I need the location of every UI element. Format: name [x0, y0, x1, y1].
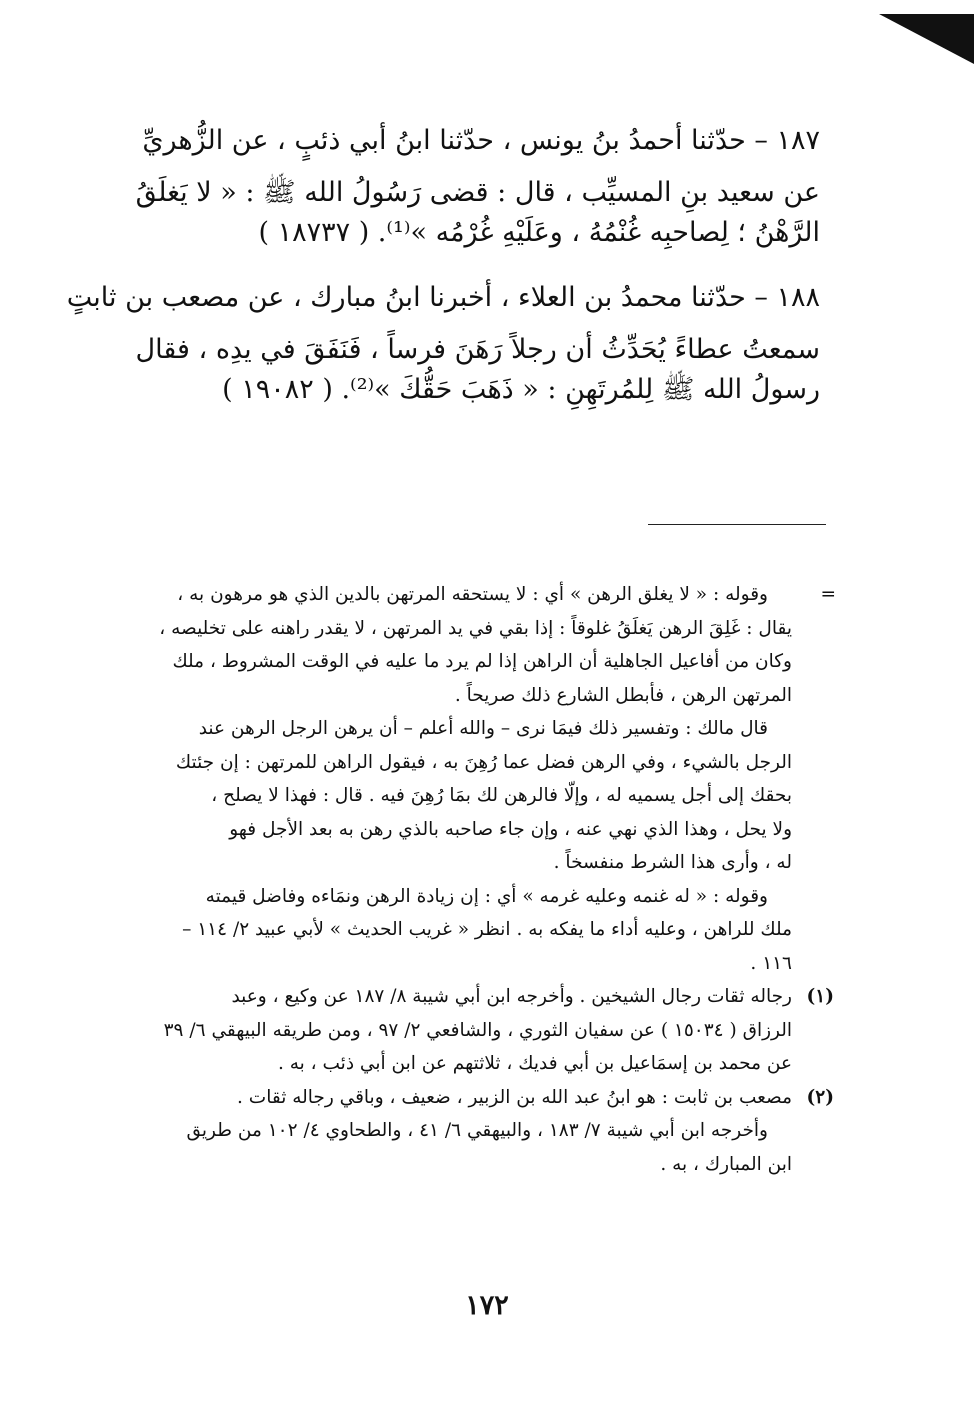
hadith-line: ١٨٨ – حدّثنا محمدُ بن العلاء ، أخبرنا ابنُ مبارك ، عن مصعب بن ثابتٍ — [66, 282, 820, 313]
corner-tab-mark — [879, 14, 974, 64]
note-text: مصعب بن ثابت : هو ابنُ عبد الله بن الزبير ، ضعيف ، وباقي رجاله ثقات . — [237, 1086, 792, 1108]
note-line: ملك للراهن ، وعليه أداء ما يفكه به . انظر « غريب الحديث » لأبي عبيد ٢/ ١١٤ – — [182, 919, 792, 940]
note-line: الرزاق ( ١٥٠٣٤ ) عن سفيان الثوري ، والشافعي ٢/ ٩٧ ، ومن طريقه البيهقي ٦/ ٣٩ — [163, 1019, 792, 1041]
hadith-line: رسولُ الله ﷺ لِلمُرتَهِنِ : « ذَهَبَ حَقُّكَ »⁽²⁾. ( ١٩٠٨٢ ) — [222, 374, 820, 405]
footnote-continuation — [118, 578, 836, 980]
note-line: وكان من أفاعيل الجاهلية أن الراهن إذا لم يرد ما عليه في الوقت المشروط ، ملك — [172, 651, 792, 672]
note-line — [118, 578, 836, 612]
footnote-number: (١) — [806, 986, 834, 1007]
note-text: وقوله : « لا يغلق الرهن » أي : لا يستحقه المرتهن بالدين الذي هو مرهون به ، — [177, 584, 768, 605]
note-line: ١١٦ . — [750, 952, 792, 974]
note-line: بحقك إلى أجل يسميه له ، وإلّا فالرهن لك بمَا رُهِنَ فيه . قال : فهذا لا يصلح ، — [211, 785, 792, 806]
hadith-line: سمعتُ عطاءً يُحَدِّثُ أن رجلاً رَهَنَ فرساً ، فَنَفَقَ في يدِه ، فقال — [135, 334, 820, 365]
note-line: يقال : غَلِقَ الرهن يَغلَقُ غلوقاً : إذا بقي في يد المرتهن ، لا يقدر راهنه على تخليصه ، — [159, 617, 792, 639]
hadith-main-text — [66, 118, 820, 410]
note-line: له ، وأرى هذا الشرط منفسخاً . — [553, 852, 792, 873]
hadith-188 — [66, 275, 820, 410]
hadith-line: عن سعيد بنِ المسيِّب ، قال : قضى رَسُولُ الله ﷺ : « لا يَغلَقُ — [135, 177, 820, 208]
page-number: ١٧٢ — [465, 1290, 509, 1321]
footnote-number: (٢) — [806, 1086, 834, 1108]
note-line: قال مالك : وتفسير ذلك فيمَا نرى – والله أعلم – أن يرهن الرجل الرهن عند — [198, 718, 768, 739]
continuation-marker: = — [820, 584, 836, 605]
hadith-187 — [120, 118, 820, 253]
footnote-2 — [118, 1081, 836, 1182]
note-line: الرجل بالشيء ، وفي الرهن فضل عما رُهِنَ به ، فيقول الراهن للمرتهن : إن جئتك — [175, 751, 792, 773]
footnotes-section — [118, 578, 836, 1181]
note-line: وأخرجه ابن أبي شيبة ٧/ ١٨٣ ، والبيهقي ٦/ ٤١ ، والطحاوي ٤/ ١٠٢ من طريق — [186, 1120, 768, 1141]
hadith-line: الرَّهْنُ ؛ لِصاحبِه غُنْمُهُ ، وعَلَيْهِ غُرْمُه »⁽¹⁾. ( ١٨٧٣٧ ) — [258, 217, 820, 248]
note-text: رجاله ثقات رجال الشيخين . وأخرجه ابن أبي شيبة ٨/ ١٨٧ عن وكيع ، وعبد — [231, 986, 792, 1007]
note-line — [118, 980, 836, 1014]
note-line: ولا يحل ، وهذا الذي نهي عنه ، وإن جاء صاحبه بالذي رهن به بعد الأجل فهو — [229, 818, 792, 840]
note-line: عن محمد بن إسمَاعيل بن أبي فديك ، ثلاثتهم عن ابن أبي ذئب ، به . — [277, 1053, 792, 1074]
note-line: المرتهن الرهن ، فأبطل الشارع ذلك صريحاً . — [454, 684, 792, 706]
note-line: وقوله : « له غنمه وعليه غرمه » أي : إن زيادة الرهن ونمَاءه وفاضل قيمته — [205, 885, 768, 907]
footnote-separator — [648, 524, 826, 525]
note-line: ابن المبارك ، به . — [660, 1153, 792, 1175]
hadith-line: ١٨٧ – حدّثنا أحمدُ بنُ يونس ، حدّثنا ابنُ أبي ذئبٍ ، عن الزُّهريِّ — [142, 125, 820, 156]
footnote-1 — [118, 980, 836, 1081]
note-line — [118, 1081, 836, 1115]
